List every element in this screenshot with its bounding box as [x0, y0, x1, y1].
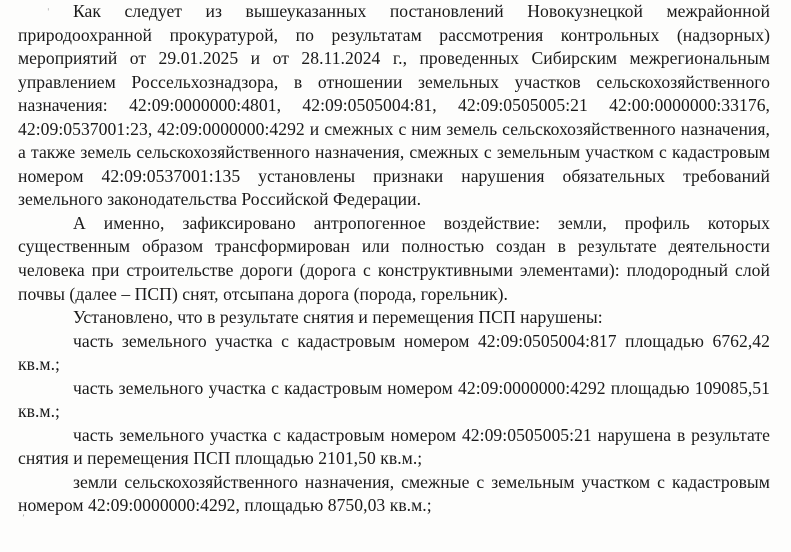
list-item-adjacent-lands: земли сельскохозяйственного назначения, смежные с земельным участком с кадастровым номером 42:09:0000000:4292, площадью 8750,03 кв.м.;: [18, 471, 770, 516]
list-item-plot-21: часть земельного участка с кадастровым номером 42:09:0505005:21 нарушена в результате снятия и перемещения ПСП площадью 2101,50 кв.м.;: [18, 424, 770, 469]
list-item-plot-817: часть земельного участка с кадастровым номером 42:09:0505004:817 площадью 6762,42 кв.м.;: [18, 330, 770, 375]
paragraph-violations-summary: Как следует из вышеуказанных постановлений Новокузнецкой межрайонной природоохранной прокуратурой, по результатам рассмотрения контрольных (надзорных) мероприятий от 29.01.2025 и от 28.11.2024 г., проведенных Сибирским межрегиональным управлением Россельхознадзора, в отношении земельных участков сельскохозяйственного назначения: 42:09:0000000:4801, 42:09:0505004:81, 42:09:0505005:21 42:00:0000000:33176, 42:09:0537001:23, 42:09:0000000:4292 и смежных с ним земель сельскохозяйственного назначения, а также земель сельскохозяйственного назначения, смежных с земельным участком с кадастровым номером 42:09:0537001:135 установлены признаки нарушения обязательных требований земельного законодательства Российской Федерации.: [18, 1, 770, 210]
document-body: [18, 0, 770, 518]
paragraph-established-intro: Установлено, что в результате снятия и перемещения ПСП нарушены:: [73, 307, 603, 328]
list-item-plot-4292: часть земельного участка с кадастровым номером 42:09:0000000:4292 площадью 109085,51 кв.м.;: [18, 377, 770, 422]
scan-speck: ʼ: [22, 514, 25, 524]
paragraph-anthropogenic-impact: А именно, зафиксировано антропогенное воздействие: земли, профиль которых существенным образом трансформирован или полностью создан в результате деятельности человека при строительстве дороги (дорога с конструктивными элементами): плодородный слой почвы (далее – ПСП) снят, отсыпана дорога (порода, горельник).: [18, 212, 770, 304]
scan-speck: ˈ: [47, 8, 50, 18]
